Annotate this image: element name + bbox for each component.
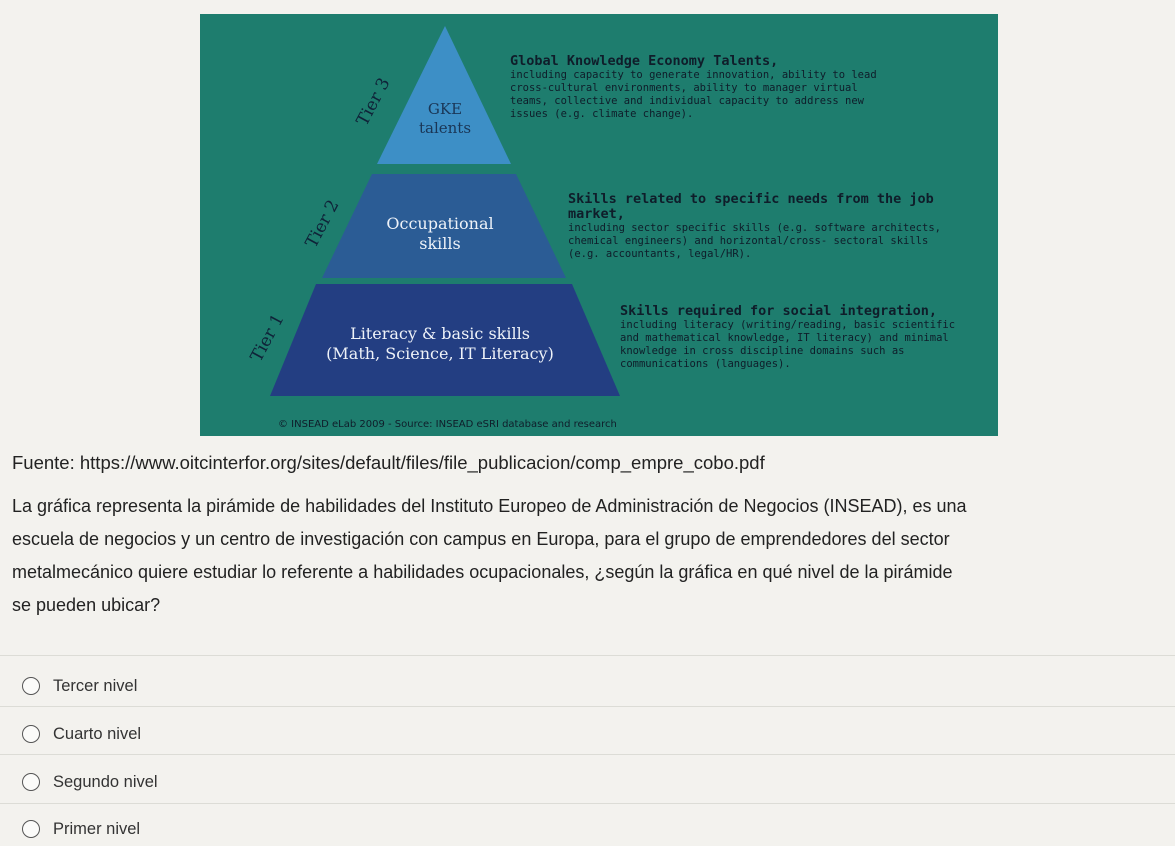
description-heading: Global Knowledge Economy Talents, <box>510 53 779 69</box>
divider <box>0 655 1175 656</box>
description-line: cross-cultural environments, ability to manager virtual <box>510 82 858 94</box>
description-line: chemical engineers) and horizontal/cross- sectoral skills <box>568 235 929 247</box>
description-line: knowledge in cross discipline domains such as <box>620 345 905 357</box>
description-tier-3 <box>510 54 877 121</box>
pyramid-figure <box>200 14 998 436</box>
tier-2-label: Tier 2 <box>301 196 344 252</box>
pyramid-top-tier <box>377 26 511 164</box>
option-label: Segundo nivel <box>53 772 158 791</box>
description-line: including capacity to generate innovation, ability to lead <box>510 69 877 81</box>
option-cuarto-nivel[interactable] <box>22 721 141 747</box>
description-heading: Skills required for social integration, <box>620 303 937 319</box>
description-line: communications (languages). <box>620 358 791 370</box>
tier-3-label: Tier 3 <box>352 74 395 130</box>
bottom-text-line: Literacy & basic skills <box>350 324 530 343</box>
radio-button[interactable] <box>22 773 40 791</box>
question-text <box>12 490 1167 622</box>
option-label: Primer nivel <box>53 819 141 838</box>
option-primer-nivel[interactable] <box>22 816 140 842</box>
option-label: Tercer nivel <box>53 676 138 695</box>
bottom-text-line: (Math, Science, IT Literacy) <box>326 344 554 363</box>
source-link-text: Fuente: https://www.oitcinterfor.org/sites/default/files/file_publicacion/comp_empre_cobo.pdf <box>12 452 765 473</box>
figure-credit: © INSEAD eLab 2009 - Source: INSEAD eSRI database and research <box>278 419 617 430</box>
tier-1-label: Tier 1 <box>246 310 289 366</box>
radio-button[interactable] <box>22 820 40 838</box>
pyramid-top-text <box>410 100 480 138</box>
top-text-line: GKE <box>427 100 463 118</box>
question-line: escuela de negocios y un centro de investigación con campus en Europa, para el grupo de emprendedores del sector <box>12 529 950 549</box>
middle-text-line: Occupational <box>386 214 494 233</box>
question-line: metalmecánico quiere estudiar lo referente a habilidades ocupacionales, ¿según la gráfica en qué nivel de la pirámide <box>12 562 953 582</box>
middle-text-line: skills <box>419 234 461 253</box>
option-label: Cuarto nivel <box>53 724 142 743</box>
description-line: including literacy (writing/reading, basic scientific <box>620 319 956 331</box>
top-text-line: talents <box>418 119 472 137</box>
description-tier-2 <box>568 192 998 261</box>
description-line: and mathematical knowledge, IT literacy) and minimal <box>620 332 949 344</box>
option-tercer-nivel[interactable] <box>22 673 137 699</box>
description-heading: Skills related to specific needs from the job market, <box>568 191 934 222</box>
radio-button[interactable] <box>22 677 40 695</box>
question-line: se pueden ubicar? <box>12 595 161 615</box>
description-line: (e.g. accountants, legal/HR). <box>568 248 752 260</box>
divider <box>0 803 1175 804</box>
option-segundo-nivel[interactable] <box>22 769 158 795</box>
description-line: including sector specific skills (e.g. software architects, <box>568 222 941 234</box>
divider <box>0 754 1175 755</box>
divider <box>0 706 1175 707</box>
question-line: La gráfica representa la pirámide de habilidades del Instituto Europeo de Administración de Negocios (INSEAD), es una <box>12 496 967 516</box>
description-line: teams, collective and individual capacity to address new <box>510 95 865 107</box>
radio-button[interactable] <box>22 725 40 743</box>
description-line: issues (e.g. climate change). <box>510 108 694 120</box>
pyramid-bottom-text <box>300 324 580 364</box>
description-tier-1 <box>620 304 955 371</box>
pyramid-middle-text <box>370 214 510 254</box>
